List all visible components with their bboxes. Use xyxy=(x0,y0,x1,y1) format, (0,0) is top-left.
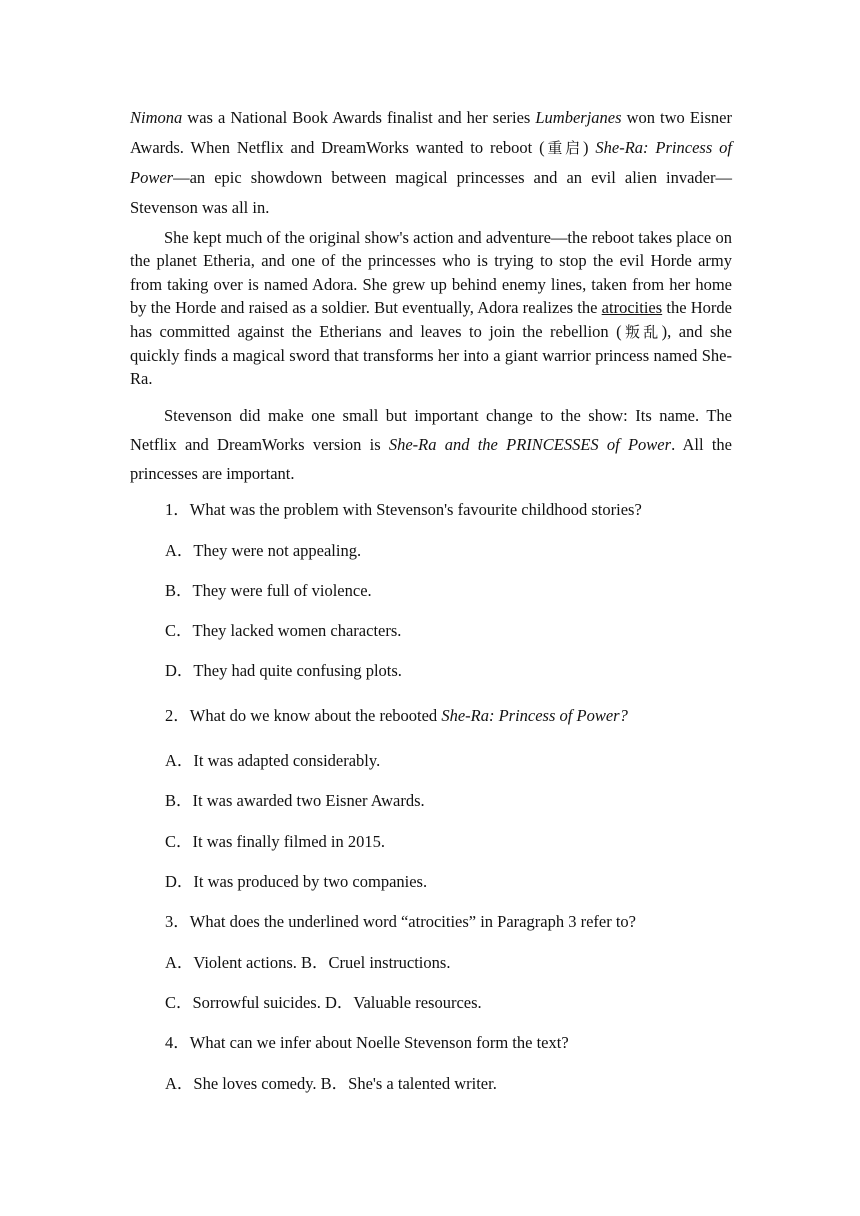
question-1: 1．What was the problem with Stevenson's favourite childhood stories? xyxy=(165,500,642,519)
question-4: 4．What can we infer about Noelle Stevenson form the text? xyxy=(165,1033,569,1052)
q2-option-c: C．It was finally filmed in 2015. xyxy=(165,832,385,851)
underlined-word-atrocities: atrocities xyxy=(601,298,663,318)
paragraph-1-text-d: —an epic showdown between magical princesses and an evil alien invader—Stevenson was all in. xyxy=(130,168,732,217)
paragraph-2 xyxy=(130,226,732,391)
paragraph-1-text-c: ) xyxy=(582,137,596,157)
paragraph-1-text-b: won two Eisner Awards. When Netflix and DreamWorks wanted to reboot ( xyxy=(130,108,732,157)
q3-options-ab: A．Violent actions. B．Cruel instructions. xyxy=(165,953,451,972)
q2-option-b: B．It was awarded two Eisner Awards. xyxy=(165,791,425,810)
question-2-text: 2．What do we know about the rebooted xyxy=(165,706,442,725)
q4-options-ab: A．She loves comedy. B．She's a talented writer. xyxy=(165,1074,497,1093)
paragraph-2-text-b: the Horde has committed against the Etherians and leaves to join the rebellion ( xyxy=(130,298,732,341)
q1-option-a: A．They were not appealing. xyxy=(165,541,362,560)
series-title-lumberjanes: Lumberjanes xyxy=(535,108,622,127)
q1-option-d: D．They had quite confusing plots. xyxy=(165,661,402,680)
book-title-nimona: Nimona xyxy=(130,108,183,127)
chinese-gloss-rebellion: 叛乱 xyxy=(621,322,662,341)
question-3: 3．What does the underlined word “atrocities” in Paragraph 3 refer to? xyxy=(165,912,636,931)
q1-option-b: B．They were full of violence. xyxy=(165,581,372,600)
show-title-she-ra: She-Ra: Princess of Power xyxy=(130,137,732,187)
paragraph-3 xyxy=(130,401,732,488)
show-title-princesses: She-Ra and the PRINCESSES of Power xyxy=(388,435,672,454)
q1-option-c: C．They lacked women characters. xyxy=(165,621,402,640)
paragraph-3-text-a: Stevenson did make one small but important change to the show: Its name. The Netflix and DreamWorks version is xyxy=(130,406,732,454)
q2-option-d: D．It was produced by two companies. xyxy=(165,872,428,891)
chinese-gloss-reboot: 重启 xyxy=(544,138,583,157)
q3-options-cd: C．Sorrowful suicides. D．Valuable resources. xyxy=(165,993,482,1012)
paragraph-1 xyxy=(130,103,732,222)
q2-option-a: A．It was adapted considerably. xyxy=(165,751,381,770)
paragraph-3-text-b: . All the princesses are important. xyxy=(130,435,732,483)
question-2 xyxy=(165,705,628,727)
paragraph-2-text-c: ), and she quickly finds a magical sword that transforms her into a giant warrior princess named She-Ra. xyxy=(130,321,732,389)
question-2-show-title: She-Ra: Princess of Power? xyxy=(441,706,628,725)
paragraph-1-text-a: was a National Book Awards finalist and her series xyxy=(182,108,536,127)
paragraph-2-text-a: She kept much of the original show's action and adventure—the reboot takes place on the planet Etheria, and one of the princesses who is trying to stop the evil Horde army from taking over is named Adora. She grew up behind enemy lines, taken from her home by the Horde and raised as a soldier. But eventually, Adora realizes the xyxy=(130,228,732,318)
